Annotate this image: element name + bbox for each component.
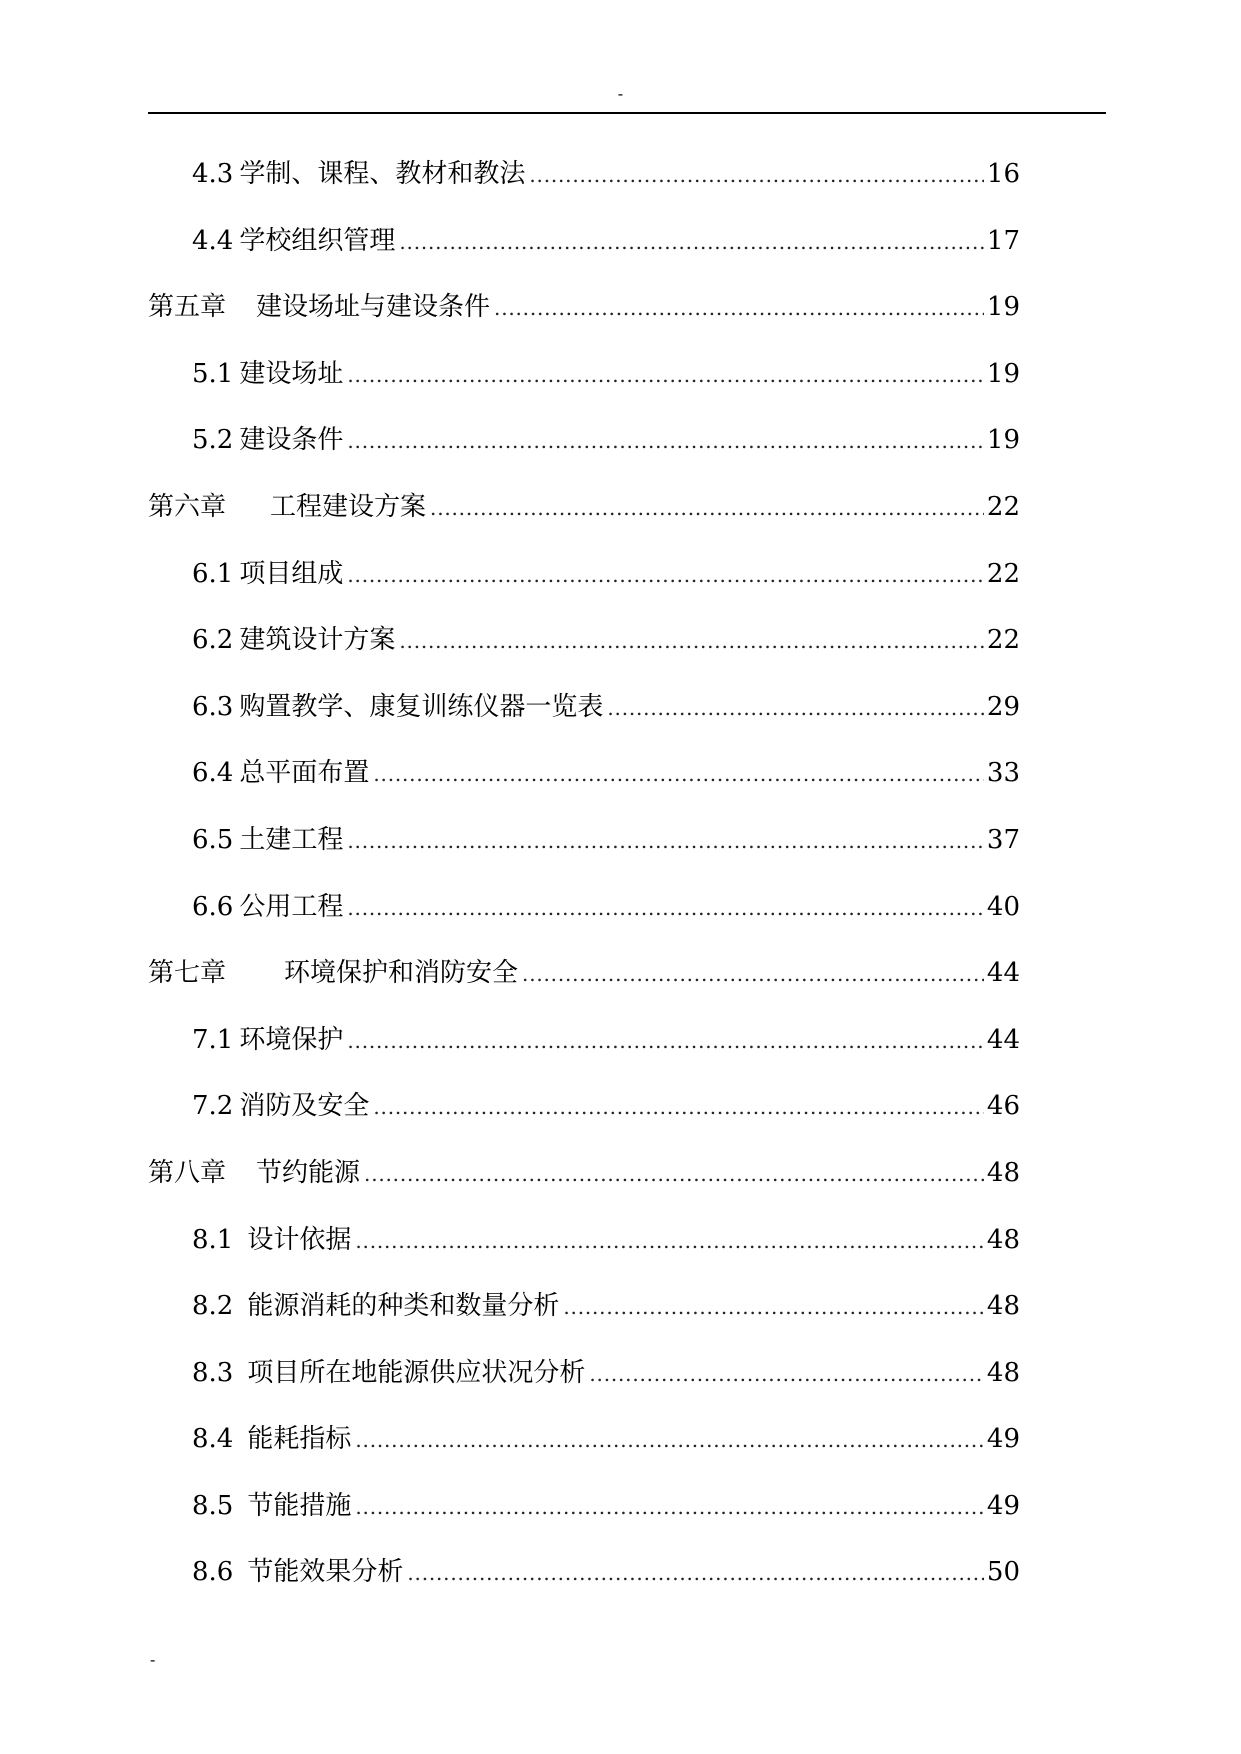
table-of-contents	[148, 152, 1020, 1617]
toc-section-entry[interactable]	[148, 1550, 1020, 1617]
toc-entry-text: 总平面布置	[239, 758, 370, 789]
toc-entry-text: 学制、课程、教材和教法	[239, 159, 526, 189]
toc-entry-text: 建设场址与建设条件	[256, 292, 491, 323]
toc-dot-leader	[430, 486, 984, 530]
toc-page-number: 48	[986, 1157, 1020, 1188]
toc-page-number: 50	[986, 1557, 1020, 1588]
toc-dot-leader	[347, 353, 984, 397]
toc-entry-title	[148, 1151, 360, 1195]
toc-entry-number: 6.5	[192, 824, 234, 855]
toc-page-number: 19	[986, 425, 1020, 456]
toc-page-number: 49	[986, 1424, 1020, 1455]
toc-entry-text: 建筑设计方案	[239, 625, 396, 656]
toc-entry-title	[192, 618, 395, 662]
toc-dot-leader	[364, 1152, 984, 1196]
toc-entry-text: 公用工程	[239, 891, 344, 922]
toc-page-number: 29	[986, 691, 1020, 722]
toc-chapter-entry[interactable]	[148, 951, 1020, 1018]
toc-entry-number: 4.3	[192, 159, 234, 189]
toc-entry-title	[192, 1084, 369, 1128]
toc-dot-leader	[399, 220, 984, 264]
toc-entry-text: 项目组成	[239, 558, 344, 589]
toc-entry-text: 节能措施	[247, 1490, 352, 1521]
toc-entry-title	[192, 418, 343, 462]
toc-entry-number: 5.1	[192, 358, 234, 389]
toc-entry-number: 6.6	[192, 891, 234, 922]
toc-dot-leader	[407, 1551, 984, 1595]
toc-section-entry[interactable]	[148, 219, 1020, 286]
toc-entry-text: 工程建设方案	[270, 491, 427, 522]
toc-section-entry[interactable]	[148, 418, 1020, 485]
toc-entry-text: 项目所在地能源供应状况分析	[247, 1357, 586, 1388]
toc-entry-title	[192, 552, 343, 596]
toc-dot-leader	[607, 686, 984, 730]
toc-dot-leader	[563, 1285, 984, 1329]
toc-entry-text: 能源消耗的种类和数量分析	[247, 1291, 560, 1322]
toc-entry-title	[192, 1417, 351, 1461]
toc-section-entry[interactable]	[148, 152, 1020, 219]
toc-chapter-entry[interactable]	[148, 1151, 1020, 1218]
toc-entry-title	[192, 818, 343, 862]
toc-chapter-entry[interactable]	[148, 285, 1020, 352]
toc-chapter-entry[interactable]	[148, 485, 1020, 552]
toc-entry-number: 7.1	[192, 1024, 234, 1055]
toc-page-number: 33	[986, 758, 1020, 789]
toc-entry-title	[148, 951, 518, 995]
page-footer-mark: -	[150, 1650, 156, 1669]
toc-entry-number: 6.4	[192, 758, 234, 789]
toc-section-entry[interactable]	[148, 885, 1020, 952]
toc-page-number: 49	[986, 1490, 1020, 1521]
toc-dot-leader	[355, 1418, 984, 1462]
toc-entry-title	[192, 885, 343, 929]
toc-page-number: 40	[986, 891, 1020, 922]
toc-entry-text: 环境保护	[239, 1024, 344, 1055]
toc-entry-number: 8.6	[192, 1557, 234, 1588]
toc-entry-title	[192, 1484, 351, 1528]
toc-dot-leader	[347, 419, 984, 463]
toc-page-number: 22	[986, 625, 1020, 656]
toc-entry-title	[192, 219, 395, 263]
toc-dot-leader	[399, 619, 984, 663]
toc-entry-number: 5.2	[192, 425, 234, 456]
toc-section-entry[interactable]	[148, 552, 1020, 619]
toc-dot-leader	[529, 153, 984, 197]
toc-section-entry[interactable]	[148, 352, 1020, 419]
toc-entry-number: 8.4	[192, 1424, 234, 1455]
toc-entry-title	[192, 1218, 351, 1262]
toc-entry-number: 8.5	[192, 1490, 234, 1521]
toc-section-entry[interactable]	[148, 1484, 1020, 1551]
toc-entry-number: 7.2	[192, 1091, 234, 1122]
toc-entry-text: 建设条件	[239, 425, 344, 456]
toc-section-entry[interactable]	[148, 1084, 1020, 1151]
toc-section-entry[interactable]	[148, 1284, 1020, 1351]
toc-entry-title	[148, 285, 490, 329]
toc-page-number: 19	[986, 358, 1020, 389]
toc-section-entry[interactable]	[148, 1351, 1020, 1418]
toc-entry-number: 8.3	[192, 1357, 234, 1388]
toc-entry-number: 第五章	[148, 292, 227, 323]
toc-entry-text: 建设场址	[239, 358, 344, 389]
toc-entry-number: 6.1	[192, 558, 234, 589]
toc-entry-text: 消防及安全	[239, 1091, 370, 1122]
toc-entry-text: 学校组织管理	[239, 225, 396, 256]
toc-page-number: 19	[986, 292, 1020, 323]
toc-entry-number: 第七章	[148, 958, 227, 989]
toc-dot-leader	[589, 1352, 984, 1396]
toc-entry-number: 8.1	[192, 1224, 234, 1255]
toc-dot-leader	[373, 752, 984, 796]
toc-entry-title	[192, 1351, 585, 1395]
toc-section-entry[interactable]	[148, 751, 1020, 818]
toc-entry-title	[192, 685, 603, 729]
toc-entry-number: 8.2	[192, 1291, 234, 1322]
toc-section-entry[interactable]	[148, 818, 1020, 885]
toc-page-number: 16	[986, 159, 1020, 189]
toc-section-entry[interactable]	[148, 1417, 1020, 1484]
toc-entry-title	[148, 485, 426, 529]
toc-page-number: 48	[986, 1224, 1020, 1255]
page-header-mark: -	[617, 84, 624, 103]
toc-entry-text: 土建工程	[239, 824, 344, 855]
toc-page-number: 22	[986, 491, 1020, 522]
toc-entry-title	[192, 1550, 403, 1594]
toc-page-number: 44	[986, 958, 1020, 989]
toc-page-number: 37	[986, 824, 1020, 855]
toc-entry-text: 购置教学、康复训练仪器一览表	[239, 691, 604, 722]
toc-entry-text: 设计依据	[247, 1224, 352, 1255]
toc-dot-leader	[355, 1485, 984, 1529]
toc-dot-leader	[347, 886, 984, 930]
toc-dot-leader	[373, 1085, 984, 1129]
toc-entry-number: 第八章	[148, 1157, 227, 1188]
toc-entry-title	[192, 1018, 343, 1062]
toc-page-number: 48	[986, 1291, 1020, 1322]
toc-page-number: 46	[986, 1091, 1020, 1122]
toc-entry-title	[192, 152, 525, 196]
toc-page-number: 44	[986, 1024, 1020, 1055]
toc-page-number: 17	[986, 225, 1020, 256]
toc-entry-text: 能耗指标	[247, 1424, 352, 1455]
toc-entry-text: 节约能源	[256, 1157, 361, 1188]
toc-page-number: 48	[986, 1357, 1020, 1388]
toc-dot-leader	[347, 1019, 984, 1063]
toc-entry-text: 环境保护和消防安全	[284, 958, 519, 989]
toc-section-entry[interactable]	[148, 1218, 1020, 1285]
toc-entry-number: 第六章	[148, 491, 227, 522]
toc-dot-leader	[522, 952, 984, 996]
toc-section-entry[interactable]	[148, 685, 1020, 752]
toc-section-entry[interactable]	[148, 1018, 1020, 1085]
toc-section-entry[interactable]	[148, 618, 1020, 685]
toc-dot-leader	[347, 553, 984, 597]
toc-dot-leader	[347, 819, 984, 863]
toc-entry-text: 节能效果分析	[247, 1557, 404, 1588]
toc-entry-title	[192, 1284, 559, 1328]
toc-entry-number: 6.2	[192, 625, 234, 656]
toc-dot-leader	[494, 286, 984, 330]
toc-entry-title	[192, 751, 369, 795]
toc-entry-number: 4.4	[192, 225, 234, 256]
header-rule	[148, 112, 1106, 114]
toc-entry-title	[192, 352, 343, 396]
toc-entry-number: 6.3	[192, 691, 234, 722]
toc-page-number: 22	[986, 558, 1020, 589]
toc-dot-leader	[355, 1219, 984, 1263]
